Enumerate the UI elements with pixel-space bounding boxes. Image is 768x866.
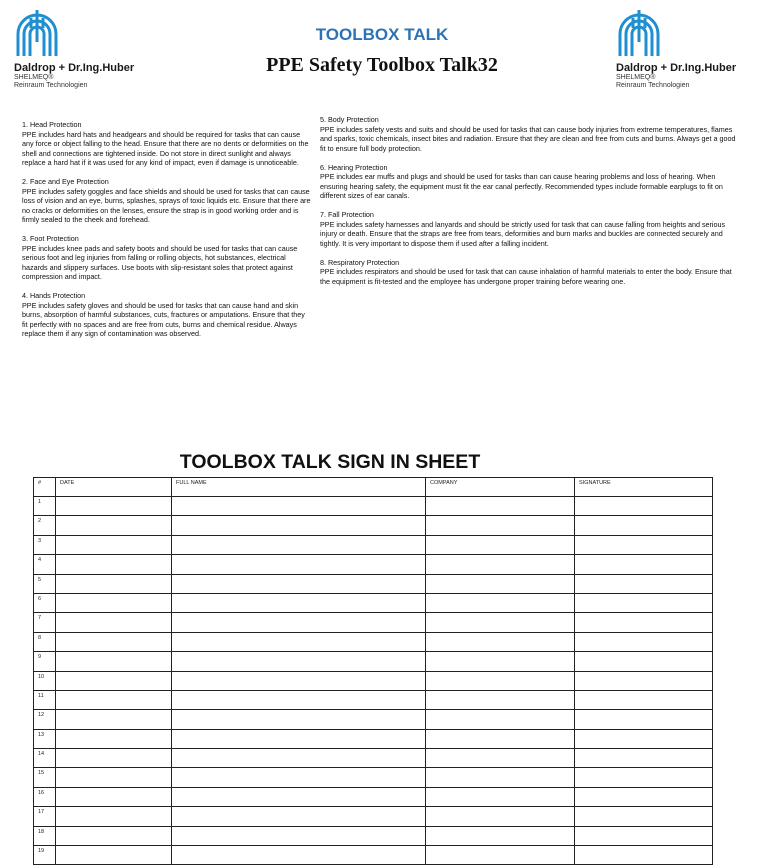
row-number-cell: 15	[34, 768, 56, 787]
full-name-cell[interactable]	[172, 632, 426, 651]
section-heading: 8. Respiratory Protection	[320, 257, 400, 267]
date-cell[interactable]	[56, 768, 172, 787]
signature-cell[interactable]	[575, 652, 713, 671]
full-name-cell[interactable]	[172, 807, 426, 826]
table-row	[34, 497, 713, 516]
full-name-cell[interactable]	[172, 846, 426, 865]
row-number-cell: 18	[34, 826, 56, 845]
full-name-cell[interactable]	[172, 690, 426, 709]
logo-subline-1: SHELMEQ®	[14, 74, 54, 81]
table-row	[34, 671, 713, 690]
full-name-cell[interactable]	[172, 768, 426, 787]
table-row	[34, 555, 713, 574]
date-cell[interactable]	[56, 516, 172, 535]
row-number-cell: 6	[34, 593, 56, 612]
signature-cell[interactable]	[575, 574, 713, 593]
date-cell[interactable]	[56, 787, 172, 806]
company-cell[interactable]	[426, 613, 575, 632]
section-body: PPE includes respirators and should be used for task that can cause inhalation of harmful materials to enter the body. Ensure that the equipment is fit-tested and the employee has undergone proper training before wearing one.	[320, 267, 732, 286]
signature-cell[interactable]	[575, 787, 713, 806]
table-row	[34, 807, 713, 826]
signature-cell[interactable]	[575, 671, 713, 690]
table-row	[34, 826, 713, 845]
date-cell[interactable]	[56, 593, 172, 612]
full-name-cell[interactable]	[172, 593, 426, 612]
company-cell[interactable]	[426, 535, 575, 554]
table-row	[34, 749, 713, 768]
full-name-cell[interactable]	[172, 749, 426, 768]
signin-sheet-title: TOOLBOX TALK SIGN IN SHEET	[179, 451, 481, 473]
company-cell[interactable]	[426, 846, 575, 865]
full-name-cell[interactable]	[172, 710, 426, 729]
full-name-cell[interactable]	[172, 729, 426, 748]
column-header-company: COMPANY	[426, 478, 575, 497]
logo-brand-text: Daldrop + Dr.Ing.Huber	[14, 62, 135, 74]
row-number-cell: 9	[34, 652, 56, 671]
section-body: PPE includes ear muffs and plugs and should be used for tasks than can cause hearing problems and loss of hearing. When ensuring hearing safety, the equipment must fit the ear canal perfectly. Recommended types include formable earplugs to fit on different sizes of ear canals.	[320, 172, 723, 200]
date-cell[interactable]	[56, 555, 172, 574]
table-row	[34, 574, 713, 593]
row-number-cell: 1	[34, 497, 56, 516]
row-number-cell: 11	[34, 690, 56, 709]
section-hands-protection	[22, 291, 312, 339]
signature-cell[interactable]	[575, 729, 713, 748]
signature-cell[interactable]	[575, 690, 713, 709]
table-row	[34, 593, 713, 612]
date-cell[interactable]	[56, 632, 172, 651]
company-cell[interactable]	[426, 749, 575, 768]
row-number-cell: 10	[34, 671, 56, 690]
signature-cell[interactable]	[575, 613, 713, 632]
full-name-cell[interactable]	[172, 787, 426, 806]
row-number-cell: 3	[34, 535, 56, 554]
section-heading: 1. Head Protection	[22, 120, 82, 129]
section-body: PPE includes knee pads and safety boots and should be used for tasks that can cause serious foot and leg injuries from falling or rolling objects, hot substances, electrical hazards and slippery surfaces. Use boots with slip-resistant soles that protect against compression and impact.	[22, 243, 298, 281]
table-row	[34, 632, 713, 651]
date-cell[interactable]	[56, 826, 172, 845]
row-number-cell: 17	[34, 807, 56, 826]
date-cell[interactable]	[56, 671, 172, 690]
document-title: PPE Safety Toolbox Talk32	[266, 54, 498, 76]
signature-cell[interactable]	[575, 846, 713, 865]
date-cell[interactable]	[56, 690, 172, 709]
company-cell[interactable]	[426, 574, 575, 593]
company-cell[interactable]	[426, 632, 575, 651]
table-row	[34, 516, 713, 535]
date-cell[interactable]	[56, 807, 172, 826]
daldrop-logo-icon	[616, 8, 662, 58]
company-cell[interactable]	[426, 555, 575, 574]
full-name-cell[interactable]	[172, 574, 426, 593]
row-number-cell: 14	[34, 749, 56, 768]
signature-cell[interactable]	[575, 768, 713, 787]
full-name-cell[interactable]	[172, 535, 426, 554]
column-header-signature: SIGNATURE	[575, 478, 713, 497]
sections-left-column	[22, 120, 312, 348]
signature-cell[interactable]	[575, 749, 713, 768]
column-header-number: #	[34, 478, 56, 497]
row-number-cell: 19	[34, 846, 56, 865]
document-kicker: TOOLBOX TALK	[315, 25, 449, 44]
row-number-cell: 2	[34, 516, 56, 535]
table-header-row	[34, 478, 713, 497]
company-cell[interactable]	[426, 710, 575, 729]
date-cell[interactable]	[56, 652, 172, 671]
signature-cell[interactable]	[575, 710, 713, 729]
date-cell[interactable]	[56, 613, 172, 632]
company-cell[interactable]	[426, 516, 575, 535]
section-hearing-protection	[320, 163, 740, 201]
section-head-protection	[22, 120, 312, 168]
row-number-cell: 4	[34, 555, 56, 574]
section-body: PPE includes safety goggles and face shields and should be used for tasks that can cause loss of vision and an eye, burns, splashes, sprays of toxic liquids etc. Ensure that there are no cracks or deformities on the lenses, ensure the strap is in good working order and is firmly sealed to the cheek and forehead.	[22, 186, 311, 224]
company-cell[interactable]	[426, 593, 575, 612]
company-cell[interactable]	[426, 729, 575, 748]
company-cell[interactable]	[426, 807, 575, 826]
section-heading: 4. Hands Protection	[22, 291, 86, 300]
date-cell[interactable]	[56, 729, 172, 748]
signature-cell[interactable]	[575, 632, 713, 651]
logo-subline-2: Reinraum Technologien	[14, 82, 88, 89]
company-cell[interactable]	[426, 671, 575, 690]
signature-cell[interactable]	[575, 593, 713, 612]
sections-right-column	[320, 115, 740, 296]
section-respiratory-protection	[320, 258, 740, 287]
table-row	[34, 690, 713, 709]
table-row	[34, 729, 713, 748]
signature-cell[interactable]	[575, 497, 713, 516]
full-name-cell[interactable]	[172, 497, 426, 516]
date-cell[interactable]	[56, 574, 172, 593]
row-number-cell: 16	[34, 787, 56, 806]
section-heading: 2. Face and Eye Protection	[22, 177, 109, 186]
row-number-cell: 13	[34, 729, 56, 748]
row-number-cell: 7	[34, 613, 56, 632]
section-body: PPE includes safety vests and suits and should be used for tasks that can cause body injuries from extreme temperatures, flames and sparks, toxic chemicals, insect bites and radiation. Ensure that they are clean and free from cuts and burns. Always get a good fit to ensure full body protection.	[320, 124, 736, 153]
row-number-cell: 5	[34, 574, 56, 593]
logo-brand-text: Daldrop + Dr.Ing.Huber	[616, 62, 737, 74]
signature-cell[interactable]	[575, 516, 713, 535]
full-name-cell[interactable]	[172, 671, 426, 690]
table-row	[34, 710, 713, 729]
section-heading: 5. Body Protection	[320, 115, 379, 124]
company-cell[interactable]	[426, 787, 575, 806]
signin-table	[33, 477, 713, 865]
full-name-cell[interactable]	[172, 826, 426, 845]
row-number-cell: 8	[34, 632, 56, 651]
company-logo-right	[616, 8, 766, 90]
signature-cell[interactable]	[575, 826, 713, 845]
column-header-full-name: FULL NAME	[172, 478, 426, 497]
company-cell[interactable]	[426, 497, 575, 516]
section-body-protection	[320, 115, 740, 153]
section-heading: 6. Hearing Protection	[320, 162, 388, 172]
section-face-eye-protection	[22, 177, 312, 225]
signature-cell[interactable]	[575, 535, 713, 554]
company-cell[interactable]	[426, 768, 575, 787]
table-row	[34, 652, 713, 671]
full-name-cell[interactable]	[172, 652, 426, 671]
date-cell[interactable]	[56, 846, 172, 865]
date-cell[interactable]	[56, 710, 172, 729]
section-body: PPE includes hard hats and headgears and should be required for tasks that can cause any force or object falling to the head. Ensure that there are no dents or deformities on the shell and connections are tightened inside. Do not store in direct sunlight and always replace a hard hat if it was used for any kind of impact, even if damage is unnoticeable.	[22, 129, 309, 167]
section-heading: 7. Fall Protection	[320, 210, 374, 219]
logo-subline-1: SHELMEQ®	[616, 74, 656, 81]
company-cell[interactable]	[426, 826, 575, 845]
section-body: PPE includes safety harnesses and lanyards and should be strictly used for task that can cause falling from heights and serious injury or death. Ensure that the straps are free from tears, deformities and burn marks and buckles are connected securely and tightly. It is very important to dispose them if used after a falling incident.	[320, 219, 726, 248]
row-number-cell: 12	[34, 710, 56, 729]
section-body: PPE includes safety gloves and should be used for tasks that can cause hand and skin burns, absorption of harmful substances, cuts, fractures or amputations. Ensure that they fit perfectly with no spaces and are free from cuts, burns and chemical residue. Always replace them if any sign of contamination was observed.	[22, 300, 305, 338]
company-logo-left	[14, 8, 164, 90]
full-name-cell[interactable]	[172, 613, 426, 632]
full-name-cell[interactable]	[172, 555, 426, 574]
full-name-cell[interactable]	[172, 516, 426, 535]
daldrop-logo-icon	[14, 8, 60, 58]
section-heading: 3. Foot Protection	[22, 234, 79, 243]
table-row	[34, 768, 713, 787]
company-cell[interactable]	[426, 690, 575, 709]
column-header-date: DATE	[56, 478, 172, 497]
signature-cell[interactable]	[575, 807, 713, 826]
logo-subline-2: Reinraum Technologien	[616, 82, 690, 89]
date-cell[interactable]	[56, 749, 172, 768]
table-row	[34, 535, 713, 554]
section-fall-protection	[320, 210, 740, 248]
section-foot-protection	[22, 234, 312, 282]
date-cell[interactable]	[56, 535, 172, 554]
table-row	[34, 787, 713, 806]
table-row	[34, 846, 713, 865]
table-row	[34, 613, 713, 632]
signature-cell[interactable]	[575, 555, 713, 574]
company-cell[interactable]	[426, 652, 575, 671]
date-cell[interactable]	[56, 497, 172, 516]
